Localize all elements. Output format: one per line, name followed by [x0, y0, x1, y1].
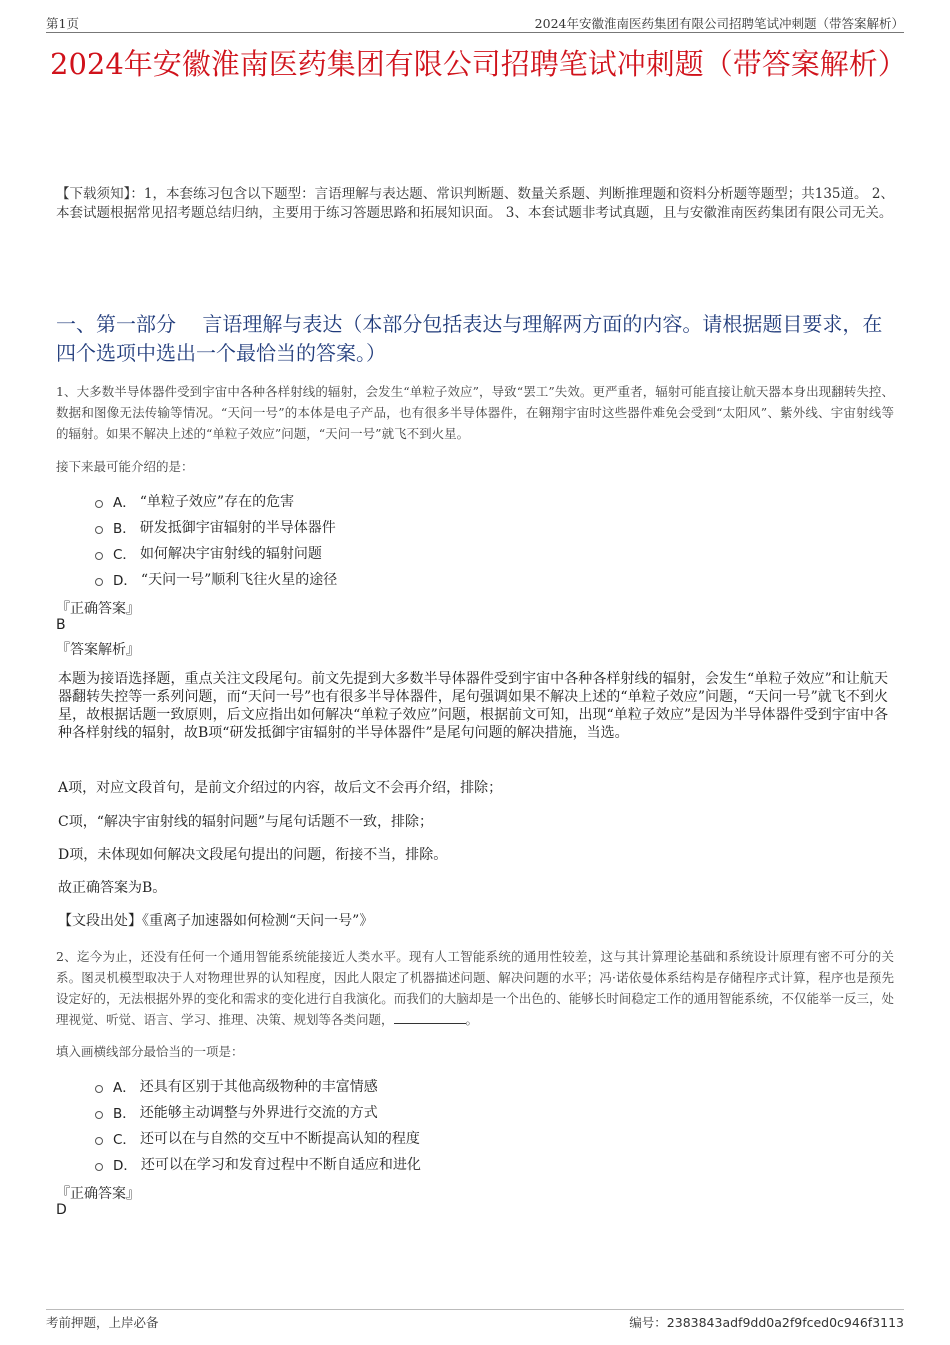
option-letter: C．	[113, 547, 136, 563]
option-text: 还能够主动调整与外界进行交流的方式	[139, 1105, 378, 1121]
radio-icon[interactable]	[95, 1137, 103, 1145]
correct-answer: D	[56, 1202, 67, 1218]
option-text: 还可以在与自然的交互中不断提高认知的程度	[139, 1131, 420, 1147]
option-text: 还可以在学习和发育过程中不断自适应和进化	[140, 1157, 421, 1173]
analysis-paragraph: A项，对应文段首句，是前文介绍过的内容，故后文不会再介绍，排除；	[58, 780, 503, 796]
analysis-label: 『答案解析』	[56, 642, 140, 658]
question-2-option-b[interactable]	[95, 1101, 378, 1123]
correct-answer-label: 『正确答案』	[56, 601, 140, 617]
option-letter: A．	[113, 1080, 136, 1096]
option-text: 还具有区别于其他高级物种的丰富情感	[139, 1079, 378, 1095]
radio-icon[interactable]	[95, 578, 103, 586]
running-title: 2024年安徽淮南医药集团有限公司招聘笔试冲刺题（带答案解析）	[534, 16, 904, 31]
question-1-option-d[interactable]	[95, 568, 337, 590]
option-text: 研发抵御宇宙辐射的半导体器件	[139, 520, 336, 536]
option-letter: D．	[113, 573, 137, 589]
document-code-value: 2383843adf9dd0a2f9fced0c946f3113	[666, 1315, 904, 1330]
analysis-paragraph: 本题为接语选择题，重点关注文段尾句。前文先提到大多数半导体器件受到宇宙中各种各样射线的辐射，会发生“单粒子效应”和让航天器翻转失控等一系列问题，而“天问一号”也有很多半导体器件，尾句强调如果不解决上述的“单粒子效应”问题，“天问一号”就飞不到火星，故根据话题一致原则，后文应指出如何解决“单粒子效应”问题，根据前文可知，出现“单粒子效应”是因为半导体器件受到宇宙中各种各样射线的辐射，故B项“研发抵御宇宙辐射的半导体器件”是尾句问题的解决措施，当选。	[58, 671, 888, 741]
option-text: 如何解决宇宙射线的辐射问题	[139, 546, 322, 562]
question-2-option-c[interactable]	[95, 1127, 420, 1149]
question-1-stem: 1、大多数半导体器件受到宇宙中各种各样射线的辐射，会发生“单粒子效应”，导致“罢工”失效。更严重者，辐射可能直接让航天器本身出现翻转失控、数据和图像无法传输等情况。“天问一号”的本体是电子产品，也有很多半导体器件，在翱翔宇宙时这些器件难免会受到“太阳风”、紫外线、宇宙射线等的辐射。如果不解决上述的“单粒子效应”问题，“天问一号”就飞不到火星。	[56, 384, 894, 441]
question-2-prompt: 填入画横线部分最恰当的一项是：	[56, 1044, 244, 1059]
page-number: 第1页	[46, 16, 79, 31]
radio-icon[interactable]	[95, 526, 103, 534]
radio-icon[interactable]	[95, 552, 103, 560]
question-2-stem	[56, 946, 894, 1030]
correct-answer: B	[56, 617, 66, 633]
option-letter: B．	[113, 1106, 136, 1122]
analysis-paragraph: C项，“解决宇宙射线的辐射问题”与尾句话题不一致，排除；	[58, 814, 434, 830]
document-code-label: 编号：	[629, 1315, 667, 1330]
blank-end: 。	[465, 1012, 479, 1027]
footer-slogan: 考前押题，上岸必备	[46, 1315, 159, 1330]
correct-answer-label: 『正确答案』	[56, 1186, 140, 1202]
question-2-stem-text: 2、迄今为止，还没有任何一个通用智能系统能接近人类水平。现有人工智能系统的通用性较差，这与其计算理论基础和系统设计原理有密不可分的关系。图灵机模型取决于人对物理世界的认知程度，因此人限定了机器描述问题、解决问题的水平；冯·诺依曼体系结构是存储程序式计算，程序也是预先设定好的，无法根据外界的变化和需求的变化进行自我演化。而我们的大脑却是一个出色的、能够长时间稳定工作的通用智能系统，不仅能举一反三，处理视觉、听觉、语言、学习、推理、决策、规划等各类问题，	[56, 949, 894, 1027]
option-letter: A．	[113, 495, 136, 511]
passage-source: 【文段出处】《重离子加速器如何检测“天问一号”》	[58, 913, 374, 929]
analysis-conclusion: 故正确答案为B。	[58, 880, 167, 896]
question-2-option-d[interactable]	[95, 1153, 421, 1175]
footer-divider	[46, 1309, 904, 1310]
radio-icon[interactable]	[95, 1163, 103, 1171]
document-code	[629, 1313, 904, 1331]
document-title: 2024年安徽淮南医药集团有限公司招聘笔试冲刺题（带答案解析）	[50, 47, 907, 81]
option-letter: C．	[113, 1132, 136, 1148]
option-letter: B．	[113, 521, 136, 537]
section-heading: 一、第一部分 言语理解与表达（本部分包括表达与理解两方面的内容。请根据题目要求，在四个选项中选出一个最恰当的答案。）	[56, 312, 883, 365]
radio-icon[interactable]	[95, 500, 103, 508]
question-1-prompt: 接下来最可能介绍的是：	[56, 459, 194, 474]
download-notice: 【下载须知】：1，本套练习包含以下题型：言语理解与表达题、常识判断题、数量关系题、判断推理题和资料分析题等题型；共135道。 2、本套试题根据常见招考题总结归纳，主要用于练习答题思路和拓展知识面。 3、本套试题非考试真题，且与安徽淮南医药集团有限公司无关。	[56, 186, 894, 221]
fill-blank	[394, 1011, 466, 1024]
question-1-option-c[interactable]	[95, 542, 322, 564]
option-letter: D．	[113, 1158, 137, 1174]
radio-icon[interactable]	[95, 1111, 103, 1119]
question-1-option-b[interactable]	[95, 516, 336, 538]
radio-icon[interactable]	[95, 1085, 103, 1093]
question-2-option-a[interactable]	[95, 1075, 378, 1097]
option-text: “天问一号”顺利飞往火星的途径	[140, 572, 338, 588]
option-text: “单粒子效应”存在的危害	[139, 494, 295, 510]
question-1-option-a[interactable]	[95, 490, 294, 512]
header-divider	[46, 32, 904, 33]
analysis-paragraph: D项，未体现如何解决文段尾句提出的问题，衔接不当，排除。	[58, 847, 448, 863]
